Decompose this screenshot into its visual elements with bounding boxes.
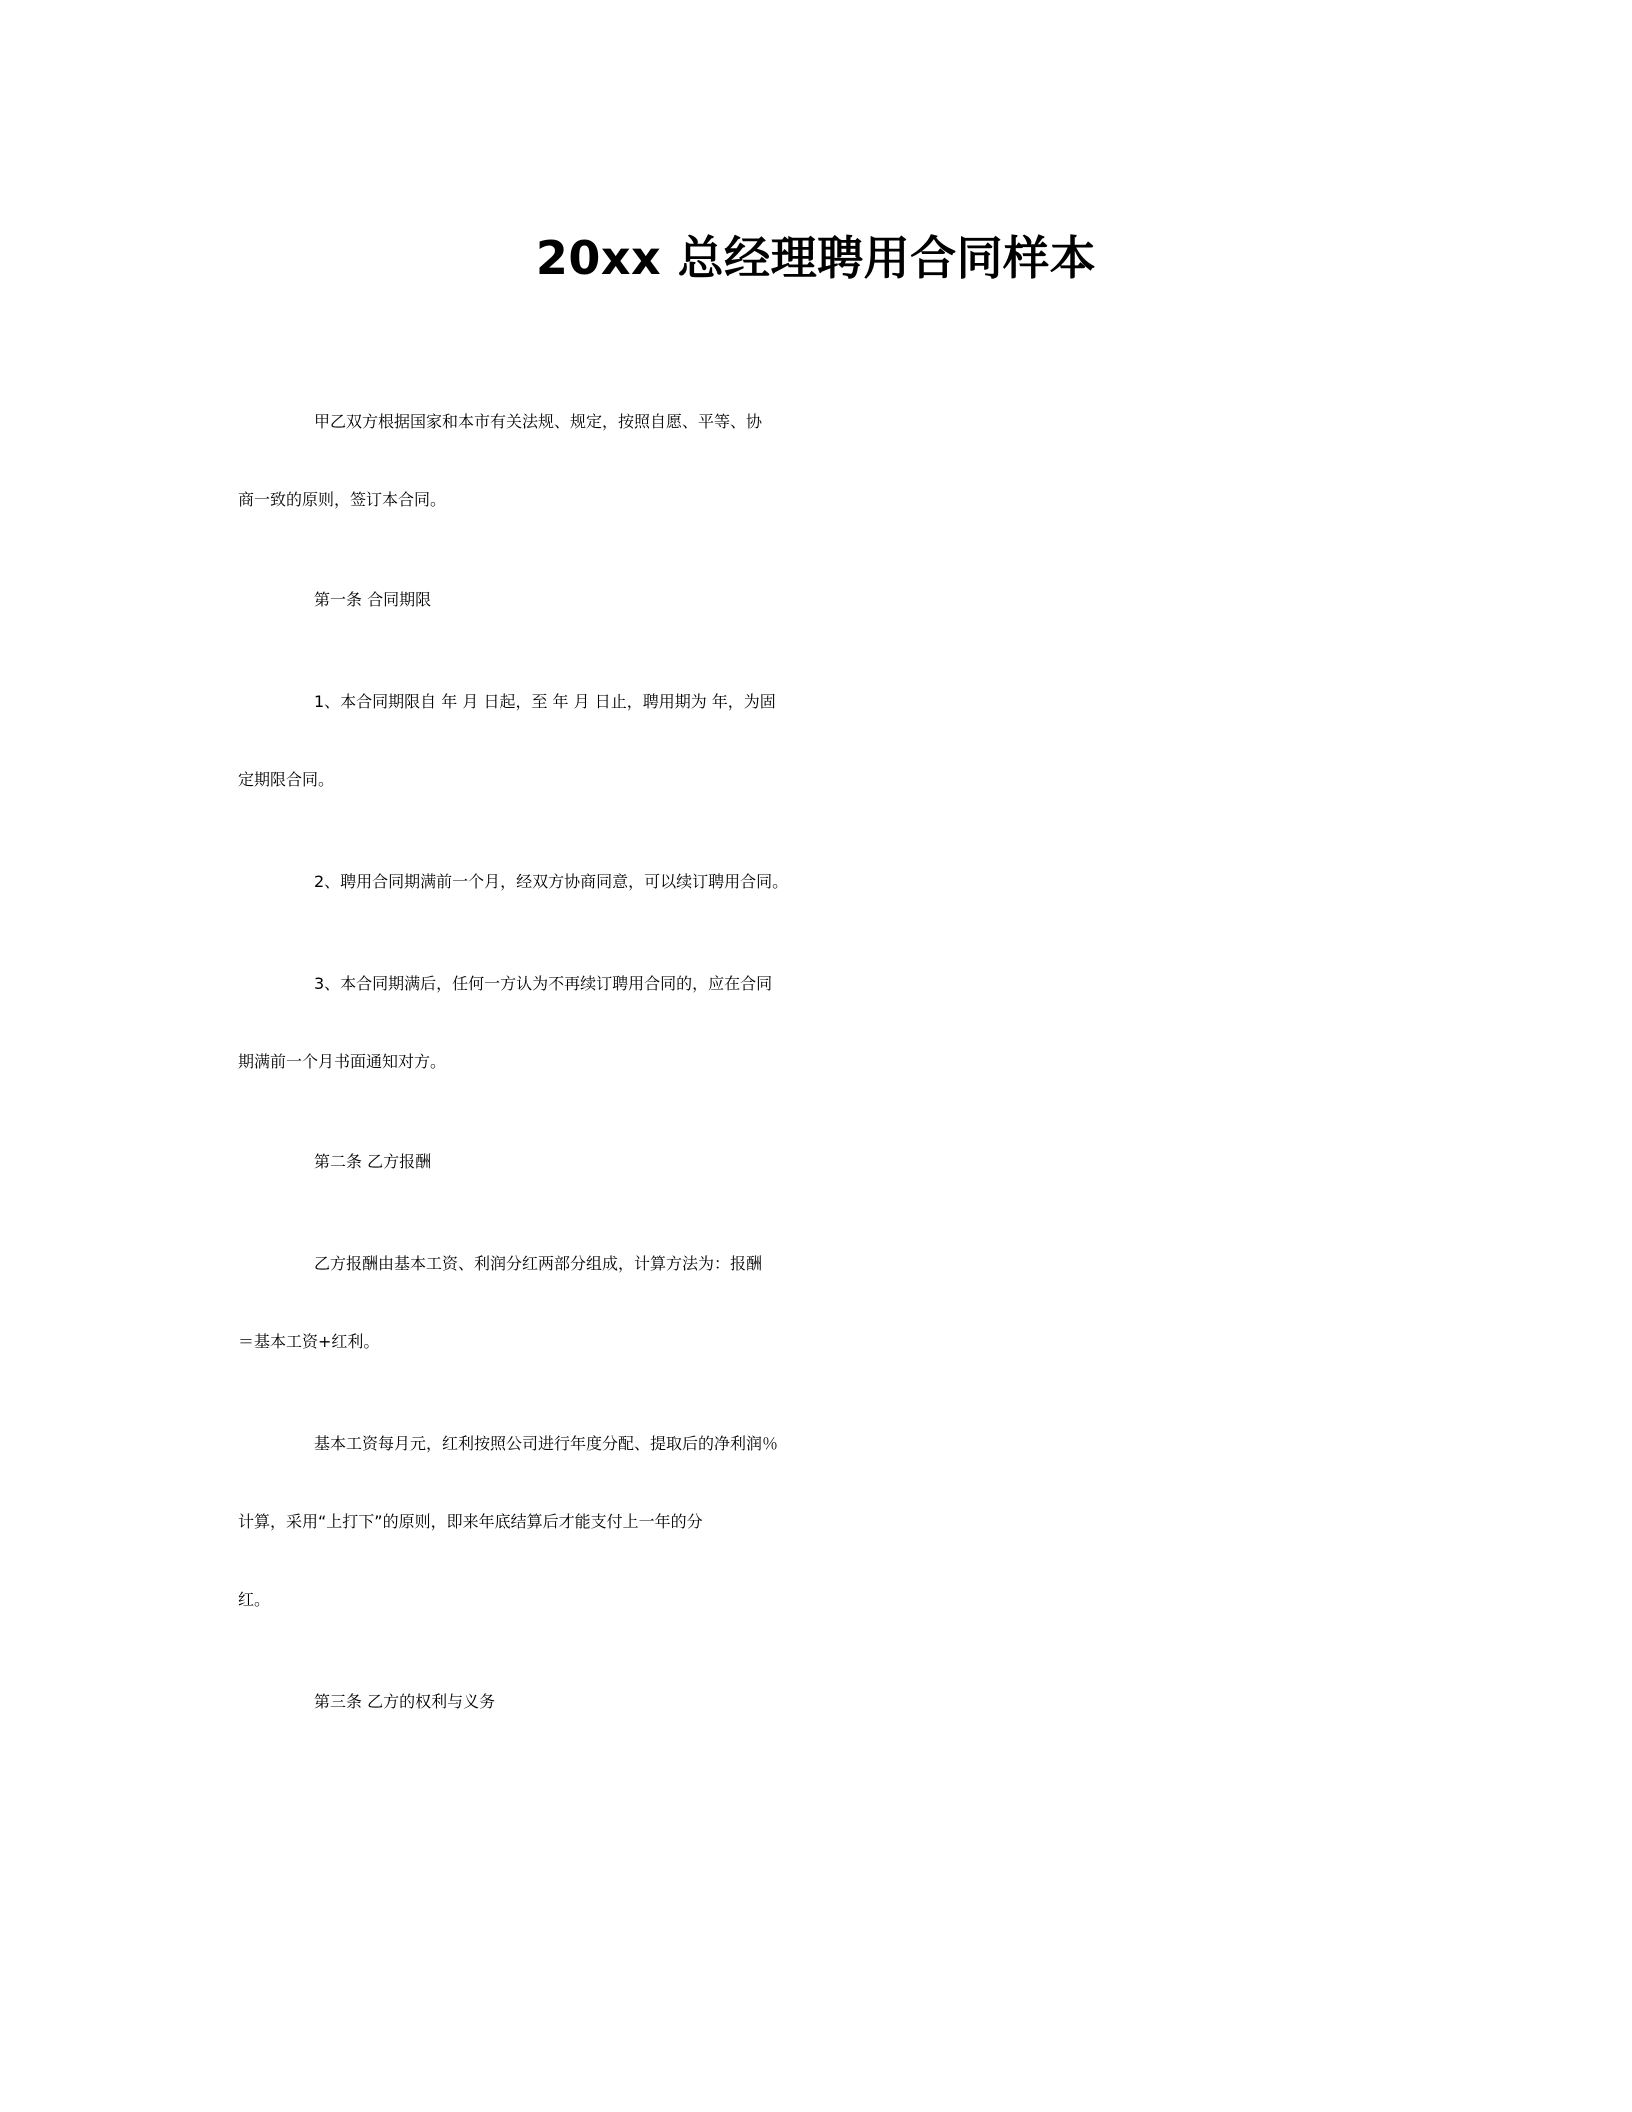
document-title: 20xx 总经理聘用合同样本	[535, 231, 1097, 285]
clause-1-2: 2、聘用合同期满前一个月，经双方协商同意，可以续订聘用合同。	[314, 872, 789, 891]
paragraph-intro-line-1: 甲乙双方根据国家和本市有关法规、规定，按照自愿、平等、协	[314, 412, 763, 431]
section-heading-2: 第二条 乙方报酬	[314, 1152, 432, 1171]
clause-1-1-line-1: 1、本合同期限自 年 月 日起，至 年 月 日止，聘用期为 年，为固	[314, 692, 776, 711]
paragraph-salary-line-2: 计算，采用“上打下”的原则，即来年底结算后才能支付上一年的分	[238, 1512, 703, 1531]
paragraph-pay-line-1: 乙方报酬由基本工资、利润分红两部分组成，计算方法为：报酬	[314, 1254, 763, 1273]
paragraph-intro-line-2: 商一致的原则，签订本合同。	[238, 490, 447, 509]
paragraph-salary-line-3: 红。	[238, 1590, 271, 1609]
paragraph-salary-line-1: 基本工资每月元，红利按照公司进行年度分配、提取后的净利润％	[314, 1434, 779, 1453]
paragraph-pay-line-2: ＝基本工资+红利。	[238, 1332, 380, 1351]
clause-1-1-line-2: 定期限合同。	[238, 770, 335, 789]
section-heading-3: 第三条 乙方的权利与义务	[314, 1692, 496, 1711]
section-heading-1: 第一条 合同期限	[314, 590, 432, 609]
clause-1-3-line-1: 3、本合同期满后，任何一方认为不再续订聘用合同的，应在合同	[314, 974, 773, 993]
clause-1-3-line-2: 期满前一个月书面通知对方。	[238, 1052, 447, 1071]
